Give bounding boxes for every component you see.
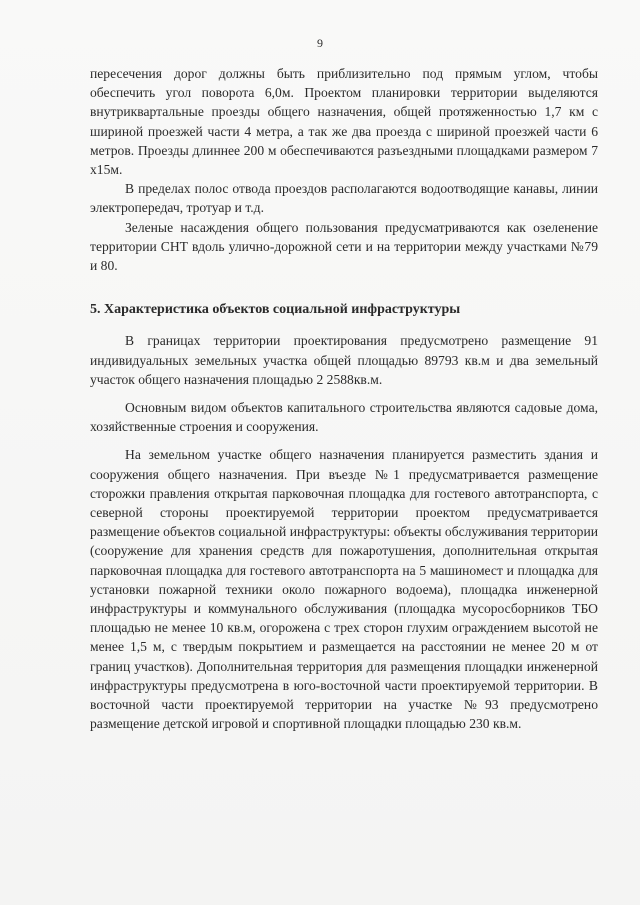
paragraph-common-facilities: На земельном участке общего назначения планируется разместить здания и сооружения общего назначения. При въезде №1 предусматривается размещение сторожки правления открытая парковочная площадка для гостевого автотранспорта, с северной стороны проектируемой территории проектом предусматривается размещение объектов социальной инфраструктуры: объекты обслуживания территории (сооружение для хранения средств для пожаротушения, дополнительная открытая парковочная площадка для гостевого автотранспорта на 5 машиномест и площадка для установки пожарной техники около пожарного водоема), площадка инженерной инфраструктуры и коммунального обслуживания (площадка мусоросборников ТБО площадью не менее 10 кв.м, огорожена с трех сторон глухим ограждением высотой не менее 1,5 м, с твердым покрытием и размещается на расстоянии не менее 20 м от границ участков). Дополнительная территория для размещения площадки инженерной инфраструктуры предусмотрена в юго-восточной части проектируемой территории. В восточной части проектируемой территории на участке №93 предусмотрено размещение детской игровой и спортивной площадки площадью 230 кв.м.	[90, 447, 598, 732]
paragraph-construction-types: Основным видом объектов капитального строительства являются садовые дома, хозяйственные строения и сооружения.	[90, 400, 598, 435]
paragraph-drainage: В пределах полос отвода проездов располагаются водоотводящие канавы, линии электропередач, тротуар и т.д.	[90, 181, 598, 216]
paragraph-roads: пересечения дорог должны быть приблизительно под прямым углом, чтобы обеспечить угол поворота 6,0м. Проектом планировки территории выделяются внутриквартальные проезды общего назначения, общей протяженностью 1,7 км с шириной проезжей части 4 метра, а так же два проезда с шириной проезжей части 6 метров. Проезды длиннее 200 м обеспечиваются разъездными площадками размером 7 х15м.	[90, 66, 598, 178]
section-heading: 5. Характеристика объектов социальной инфраструктуры	[90, 302, 461, 318]
paragraph-land-plots: В границах территории проектирования предусмотрено размещение 91 индивидуальных земельных участка общей площадью 89793 кв.м и два земельный участок общего назначения площадью 2 2588кв.м.	[90, 333, 598, 387]
paragraph-green-spaces: Зеленые насаждения общего пользования предусматриваются как озеленение территории СНТ вдоль улично-дорожной сети и на территории между участками №79 и 80.	[90, 219, 598, 274]
page-number: 9	[317, 36, 323, 50]
document-body	[90, 64, 598, 734]
